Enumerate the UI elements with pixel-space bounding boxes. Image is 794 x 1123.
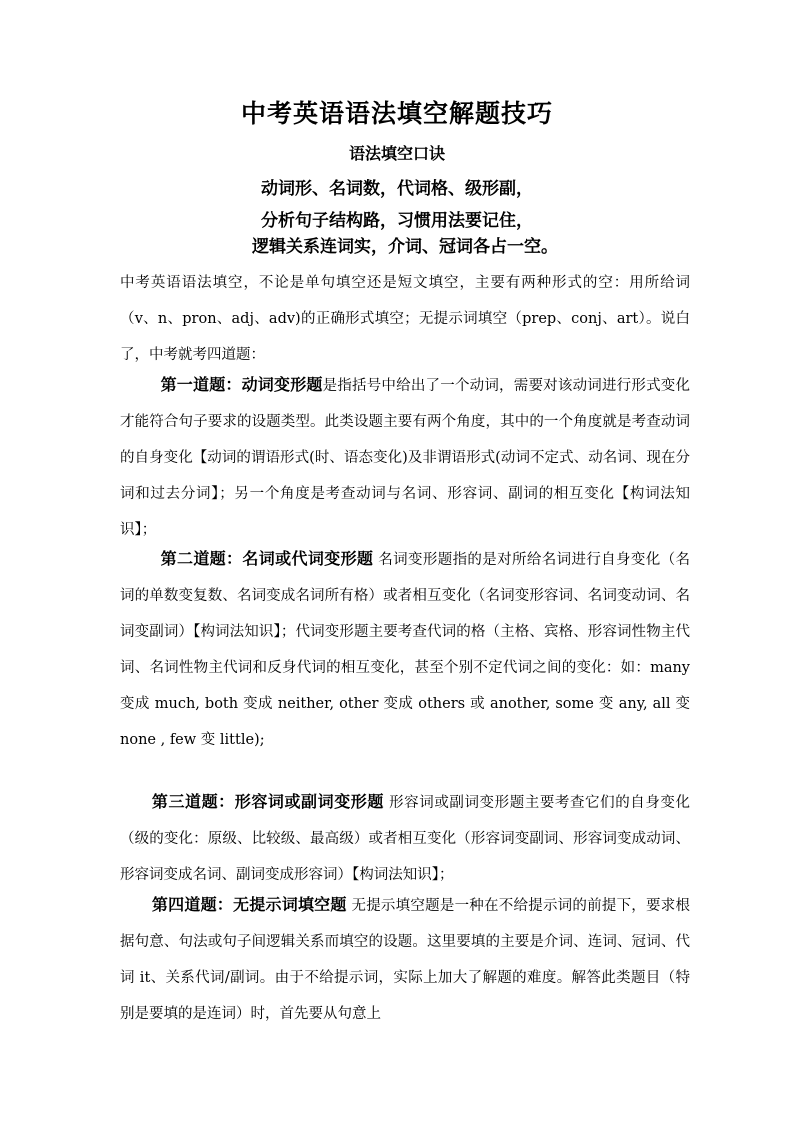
section-1-heading: 第一道题：动词变形题 [160,375,323,394]
section-3-heading: 第三道题：形容词或副词变形题 [151,792,384,811]
verse-line-3: 逻辑关系连词实，介词、冠词各占一空。 [252,237,558,257]
section-1-paragraph [120,367,690,548]
section-2-text: 名词变形题指的是对所给名词进行自身变化（名词的单数变复数、名词变成名词所有格）或者相互变化（名词变形容词、名词变动词、名词变副词）【构词法知识】；代词变形题主要考查代词的格（主格、宾格、形容词性物主代词、名词性物主代词和反身代词的相互变化，甚至个别不定代词之间的变化：如：many 变成 much, both 变成 neither, other 变成 others 或 another, some 变 any, all 变 none , few 变 little); [120,552,690,748]
intro-paragraph: 中考英语语法填空，不论是单句填空还是短文填空，主要有两种形式的空：用所给词（v、n、pron、adj、adv)的正确形式填空；无提示词填空（prep、conj、art）。说白了，中考就考四道题： [120,275,690,363]
section-2-paragraph [120,541,690,758]
section-3-paragraph [120,784,690,893]
subtitle: 语法填空口诀 [348,144,445,163]
verse-line-1: 动词形、名词数，代词格、级形副， [261,179,533,199]
section-3-text: 形容词或副词变形题主要考查它们的自身变化（级的变化：原级、比较级、最高级）或者相互变化（形容词变副词、形容词变成动词、形容词变成名词、副词变成形容词）【构词法知识】； [120,795,690,883]
section-4-text: 无提示填空题是一种在不给提示词的前提下，要求根据句意、句法或句子间逻辑关系而填空的设题。这里要填的主要是介词、连词、冠词、代词 it、关系代词/副词。由于不给提示词，实际上加大了解题的难度。解答此类题目（特别是要填的是连词）时，首先要从句意上 [120,898,690,1022]
section-2-heading: 第二道题：名词或代词变形题 [160,549,374,568]
section-4-heading: 第四道题：无提示词填空题 [151,895,347,914]
document-title: 中考英语语法填空解题技巧 [240,99,553,128]
section-1-text: 是指括号中给出了一个动词，需要对该动词进行形式变化才能符合句子要求的设题类型。此类设题主要有两个角度，其中的一个角度就是考查动词的自身变化【动词的谓语形式(时、语态变化)及非谓语形式(动词不定式、动名词、现在分词和过去分词】；另一个角度是考查动词与名词、形容词、副词的相互变化【构词法知识】； [120,378,690,538]
section-4-paragraph [120,887,690,1032]
verse-line-2: 分析句子结构路，习惯用法要记住， [261,211,533,231]
